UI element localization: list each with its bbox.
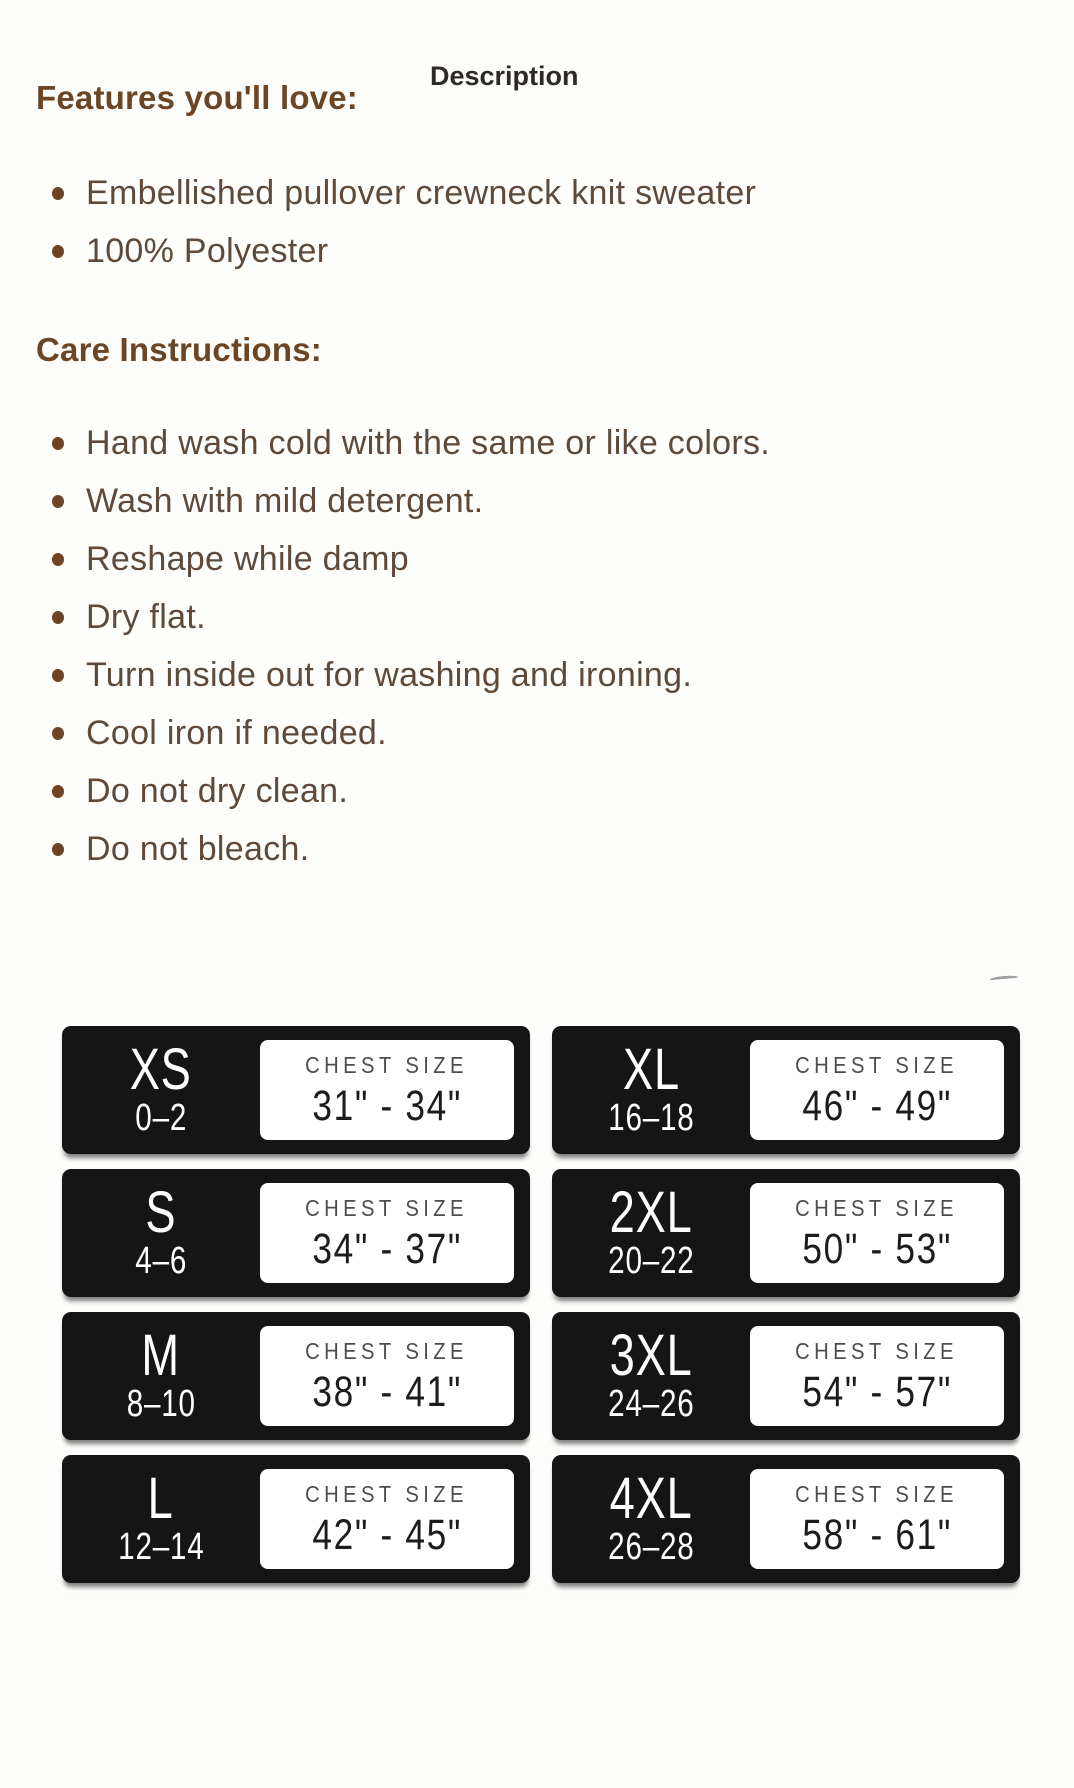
features-heading: Features you'll love: xyxy=(36,79,358,116)
size-range: 0–2 xyxy=(135,1097,187,1139)
size-cell-3xl xyxy=(552,1312,1020,1440)
size-column xyxy=(552,1169,750,1297)
chest-size-label: CHEST SIZE xyxy=(795,1337,959,1364)
size-cell-m xyxy=(62,1312,530,1440)
chest-size-value: 54" - 57" xyxy=(802,1367,952,1416)
features-list xyxy=(36,170,1038,274)
size-label: 3XL xyxy=(609,1323,693,1388)
size-label: XS xyxy=(130,1037,192,1102)
product-description-page xyxy=(0,61,1074,1788)
size-range: 4–6 xyxy=(135,1240,187,1282)
size-label: 2XL xyxy=(609,1180,693,1245)
chest-size-value: 31" - 34" xyxy=(312,1081,462,1130)
care-item: Dry flat. xyxy=(36,594,1038,640)
size-cell-s xyxy=(62,1169,530,1297)
chest-size-panel xyxy=(260,1040,514,1140)
size-column xyxy=(62,1026,260,1154)
size-label: S xyxy=(145,1180,177,1245)
feature-item: 100% Polyester xyxy=(36,228,1038,274)
care-instructions-heading: Care Instructions: xyxy=(36,331,322,368)
care-item: Cool iron if needed. xyxy=(36,710,1038,756)
size-cell-2xl xyxy=(552,1169,1020,1297)
chest-size-panel xyxy=(260,1183,514,1283)
chest-size-label: CHEST SIZE xyxy=(795,1051,959,1078)
chest-size-value: 38" - 41" xyxy=(312,1367,462,1416)
chest-size-panel xyxy=(750,1040,1004,1140)
size-column xyxy=(552,1026,750,1154)
size-range: 20–22 xyxy=(607,1240,695,1282)
care-item: Wash with mild detergent. xyxy=(36,478,1038,524)
size-label: L xyxy=(148,1466,174,1531)
clipped-page-heading xyxy=(430,61,630,91)
size-range: 16–18 xyxy=(607,1097,695,1139)
chest-size-label: CHEST SIZE xyxy=(795,1194,959,1221)
size-column xyxy=(62,1455,260,1583)
care-item: Do not bleach. xyxy=(36,826,1038,872)
care-item: Reshape while damp xyxy=(36,536,1038,582)
care-item: Do not dry clean. xyxy=(36,768,1038,814)
size-range: 12–14 xyxy=(117,1526,205,1568)
chest-size-label: CHEST SIZE xyxy=(305,1337,469,1364)
care-instructions-list xyxy=(36,420,1038,872)
size-cell-xs xyxy=(62,1026,530,1154)
size-label: XL xyxy=(622,1037,680,1102)
chest-size-panel xyxy=(260,1326,514,1426)
feature-item: Embellished pullover crewneck knit sweater xyxy=(36,170,1038,216)
size-column xyxy=(552,1312,750,1440)
chest-size-panel xyxy=(750,1469,1004,1569)
chest-size-value: 46" - 49" xyxy=(802,1081,952,1130)
care-item: Turn inside out for washing and ironing. xyxy=(36,652,1038,698)
chest-size-panel xyxy=(260,1469,514,1569)
size-cell-4xl xyxy=(552,1455,1020,1583)
size-chart xyxy=(62,1026,1020,1583)
chest-size-label: CHEST SIZE xyxy=(305,1051,469,1078)
clipped-page-heading-text: Description xyxy=(430,61,579,91)
size-range: 26–28 xyxy=(607,1526,695,1568)
size-label: 4XL xyxy=(609,1466,693,1531)
size-range: 8–10 xyxy=(126,1383,196,1425)
chest-size-value: 58" - 61" xyxy=(802,1510,952,1559)
size-range: 24–26 xyxy=(607,1383,695,1425)
chest-size-label: CHEST SIZE xyxy=(795,1480,959,1507)
stray-dash-mark xyxy=(990,975,1018,982)
chest-size-value: 50" - 53" xyxy=(802,1224,952,1273)
size-label: M xyxy=(141,1323,181,1388)
chest-size-panel xyxy=(750,1183,1004,1283)
size-column xyxy=(552,1455,750,1583)
size-cell-xl xyxy=(552,1026,1020,1154)
size-cell-l xyxy=(62,1455,530,1583)
care-item: Hand wash cold with the same or like colors. xyxy=(36,420,1038,466)
chest-size-label: CHEST SIZE xyxy=(305,1480,469,1507)
size-column xyxy=(62,1169,260,1297)
size-column xyxy=(62,1312,260,1440)
chest-size-value: 42" - 45" xyxy=(312,1510,462,1559)
chest-size-label: CHEST SIZE xyxy=(305,1194,469,1221)
chest-size-value: 34" - 37" xyxy=(312,1224,462,1273)
chest-size-panel xyxy=(750,1326,1004,1426)
